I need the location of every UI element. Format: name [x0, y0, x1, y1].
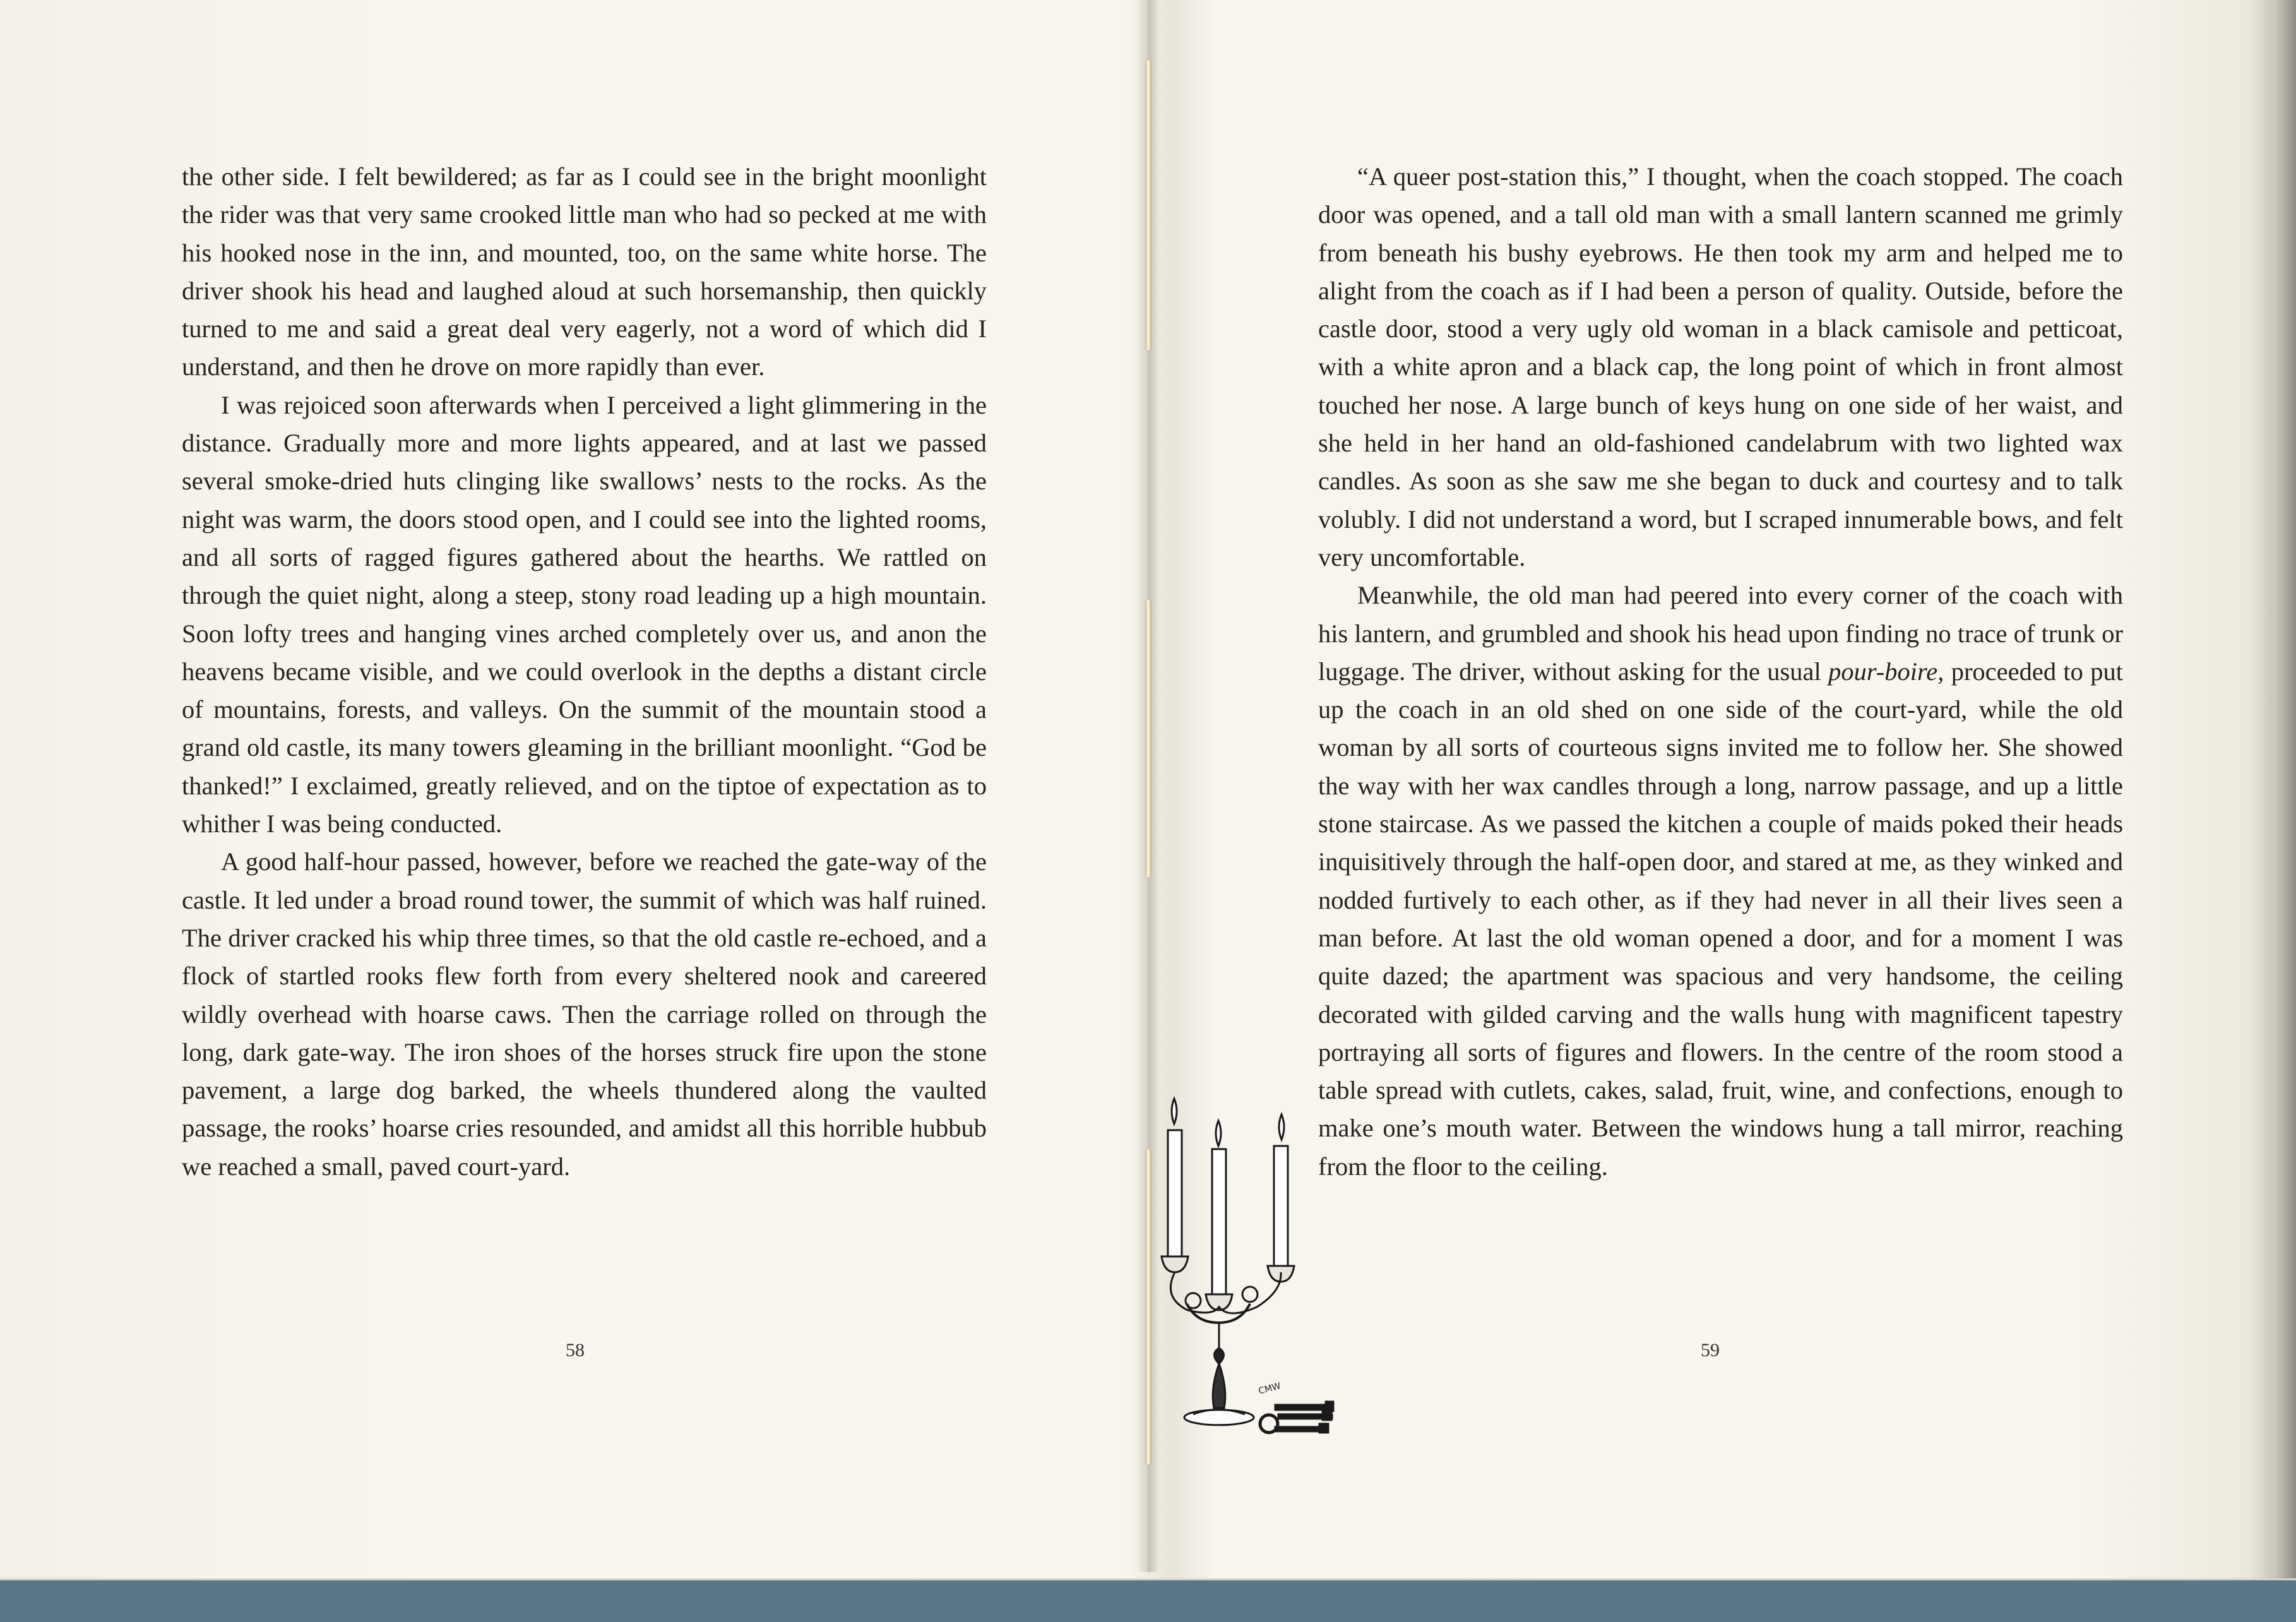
page-number: 58 — [566, 1340, 585, 1361]
paragraph: the other side. I felt bewildered; as far as I could see in the bright moonlight the rider was that very same crooked little man who had so pecked at me with his hooked nose in the inn, and mounted, too, on the same white horse. The driver shook his head and laughed aloud at such horsemanship, then quickly turned to me and said a great deal very eagerly, not a word of which did I understand, and then he drove on more rapidly than ever. — [182, 162, 987, 381]
illustrator-monogram: CMW — [1257, 1381, 1282, 1397]
paragraph-text: Meanwhile, the old man had peered into every corner of the coach with his lantern, and grumbled and shook his head upon finding no trace of trunk or luggage. The driver, without asking for the usual — [1318, 581, 2123, 686]
page-number: 59 — [1701, 1340, 1720, 1361]
binding-stitch — [1146, 600, 1151, 878]
book-edge — [2273, 0, 2296, 1578]
paragraph — [1318, 576, 2123, 1186]
paragraph-text: proceeded to put up the coach in an old shed on one side of the court-yard, while the old woman by all sorts of courteous signs invited me to follow her. She showed the way with her wax candles through a long, narrow passage, and up a little stone staircase. As we passed the kitchen a couple of maids poked their heads inquisitively through the half-open door, and stared at me, as they winked and nodded furtively to each other, as if they had never in all their lives seen a man before. At last the old woman opened a door, and for a moment I was quite dazed; the apartment was spacious and very handsome, the ceiling decorated with gilded carving and the walls hung with magnificent tapestry portraying all sorts of figures and flowers. In the centre of the room stood a table spread with cutlets, cakes, salad, fruit, wine, and confections, enough to make one’s mouth water. Between the windows hung a tall mirror, reaching from the floor to the ceiling. — [1318, 657, 2123, 1181]
paragraph: “A queer post-station this,” I thought, when the coach stopped. The coach door was opened, and a tall old man with a small lantern scanned me grimly from beneath his bushy eyebrows. He then took my arm and helped me to alight from the coach as if I had been a person of quality. Outside, before the castle door, stood a very ugly old woman in a black camisole and petticoat, with a white apron and a black cap, the long point of which in front almost touched her nose. A large bunch of keys hung on one side of her waist, and she held in her hand an old-fashioned candelabrum with two lighted wax candles. As soon as she saw me she began to duck and courtesy and to talk volubly. I did not understand a word, but I scraped innumerable bows, and felt very uncomfortable. — [1318, 162, 2123, 571]
paragraph: I was rejoiced soon afterwards when I perceived a light glimmering in the distance. Gradually more and more lights appeared, and at last we passed several smoke-dried huts clinging like swallows’ nests to the rocks. As the night was warm, the doors stood open, and I could see into the lighted rooms, and all sorts of ragged figures gathered about the hearths. We rattled on through the quiet night, along a steep, stony road leading up a high mountain. Soon lofty trees and hanging vines arched completely over us, and anon the heavens became visible, and we could overlook in the depths a distant circle of mountains, forests, and valleys. On the summit of the mountain stood a grand old castle, its many towers gleaming in the brilliant moonlight. “God be thanked!” I exclaimed, greatly relieved, and on the tiptoe of expectation as to whither I was being conducted. — [182, 390, 987, 838]
right-page-text — [1318, 158, 2123, 1186]
binding-stitch — [1146, 60, 1151, 350]
candelabrum-with-keys-icon — [1149, 1086, 1357, 1465]
paragraph: A good half-hour passed, however, before we reached the gate-way of the castle. It led under a broad round tower, the summit of which was half ruined. The driver cracked his whip three times, so that the old castle re-echoed, and a flock of startled rooks flew forth from every sheltered nook and careered wildly overhead with hoarse caws. Then the carriage rolled on through the long, dark gate-way. The iron shoes of the horses struck fire upon the stone pavement, a large dog barked, the wheels thundered along the vaulted passage, the rooks’ hoarse cries resounded, and amidst all this horrible hubbub we reached a small, paved court-yard. — [182, 847, 987, 1181]
left-page-text — [182, 158, 987, 1186]
italic-phrase: pour-boire, — [1828, 657, 1944, 686]
